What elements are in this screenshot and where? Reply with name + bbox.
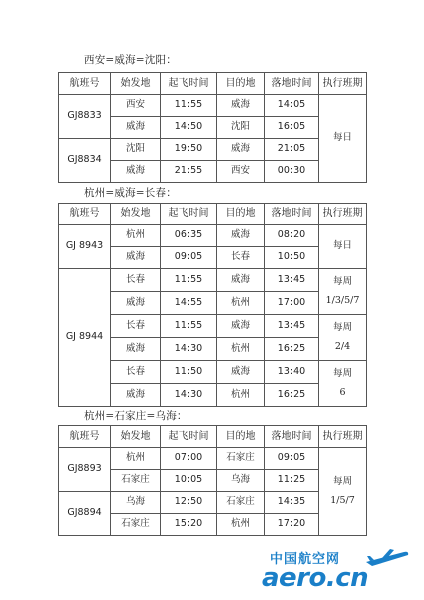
departure-cell: 11:55 (161, 315, 217, 338)
departure-cell: 11:50 (161, 361, 217, 384)
header-departure: 起飞时间 (161, 426, 217, 448)
schedule-days: 2/4 (334, 340, 351, 352)
aero-cn-logo (262, 548, 412, 594)
destination-cell: 沈阳 (217, 117, 265, 139)
arrival-cell: 17:00 (265, 292, 319, 315)
logo-english-text: aero.cn (262, 563, 369, 593)
schedule-table-hangzhou-shijiazhuang-wuhai (58, 425, 367, 536)
schedule-label: 每周 (332, 475, 352, 487)
header-origin: 始发地 (111, 204, 161, 225)
table-row (59, 269, 367, 292)
origin-cell: 长春 (111, 315, 161, 338)
schedule-days: 1/5/7 (330, 494, 355, 506)
departure-cell: 11:55 (161, 269, 217, 292)
flight-number: GJ 8943 (59, 225, 111, 269)
schedule-label: 每周 (332, 367, 352, 379)
arrival-cell: 14:35 (265, 492, 319, 514)
arrival-cell: 13:45 (265, 269, 319, 292)
destination-cell: 杭州 (217, 514, 265, 536)
schedule-days: 1/3/5/7 (325, 294, 360, 306)
arrival-cell: 13:45 (265, 315, 319, 338)
route-title-hangzhou-weihai-changchun: 杭州=威海=长春： (84, 187, 177, 199)
origin-cell: 威海 (111, 384, 161, 407)
departure-cell: 21:55 (161, 161, 217, 183)
arrival-cell: 17:20 (265, 514, 319, 536)
origin-cell: 威海 (111, 247, 161, 269)
destination-cell: 杭州 (217, 292, 265, 315)
header-schedule: 执行班期 (319, 426, 367, 448)
origin-cell: 石家庄 (111, 514, 161, 536)
schedule-label: 每周 (332, 321, 352, 333)
destination-cell: 西安 (217, 161, 265, 183)
origin-cell: 杭州 (111, 448, 161, 470)
schedule-table-hangzhou-weihai-changchun (58, 203, 367, 407)
departure-cell: 06:35 (161, 225, 217, 247)
header-arrival: 落地时间 (265, 204, 319, 225)
arrival-cell: 00:30 (265, 161, 319, 183)
origin-cell: 威海 (111, 117, 161, 139)
departure-cell: 15:20 (161, 514, 217, 536)
destination-cell: 威海 (217, 361, 265, 384)
departure-cell: 14:55 (161, 292, 217, 315)
table-row (59, 95, 367, 117)
header-flight-no: 航班号 (59, 204, 111, 225)
schedule-cell (319, 315, 367, 361)
arrival-cell: 09:05 (265, 448, 319, 470)
arrival-cell: 14:05 (265, 95, 319, 117)
flight-number: GJ8833 (59, 95, 111, 139)
route-title-xian-weihai-shenyang: 西安=威海=沈阳： (84, 54, 177, 66)
arrival-cell: 21:05 (265, 139, 319, 161)
departure-cell: 07:00 (161, 448, 217, 470)
schedule-table-xian-weihai-shenyang (58, 72, 367, 183)
origin-cell: 西安 (111, 95, 161, 117)
origin-cell: 威海 (111, 161, 161, 183)
header-departure: 起飞时间 (161, 73, 217, 95)
arrival-cell: 11:25 (265, 470, 319, 492)
arrival-cell: 10:50 (265, 247, 319, 269)
destination-cell: 威海 (217, 225, 265, 247)
departure-cell: 09:05 (161, 247, 217, 269)
arrival-cell: 08:20 (265, 225, 319, 247)
origin-cell: 威海 (111, 292, 161, 315)
schedule-cell (319, 448, 367, 536)
arrival-cell: 16:25 (265, 384, 319, 407)
origin-cell: 威海 (111, 338, 161, 361)
destination-cell: 杭州 (217, 338, 265, 361)
departure-cell: 19:50 (161, 139, 217, 161)
arrival-cell: 13:40 (265, 361, 319, 384)
origin-cell: 长春 (111, 269, 161, 292)
flight-number: GJ8893 (59, 448, 111, 492)
departure-cell: 14:30 (161, 384, 217, 407)
destination-cell: 乌海 (217, 470, 265, 492)
departure-cell: 14:50 (161, 117, 217, 139)
destination-cell: 长春 (217, 247, 265, 269)
header-origin: 始发地 (111, 73, 161, 95)
header-departure: 起飞时间 (161, 204, 217, 225)
header-schedule: 执行班期 (319, 73, 367, 95)
departure-cell: 12:50 (161, 492, 217, 514)
origin-cell: 石家庄 (111, 470, 161, 492)
schedule-cell: 每日 (319, 225, 367, 269)
logo-chinese-text: 中国航空网 (270, 552, 341, 567)
table-row (59, 225, 367, 247)
flight-number: GJ8834 (59, 139, 111, 183)
destination-cell: 威海 (217, 95, 265, 117)
header-arrival: 落地时间 (265, 426, 319, 448)
destination-cell: 威海 (217, 139, 265, 161)
departure-cell: 11:55 (161, 95, 217, 117)
origin-cell: 乌海 (111, 492, 161, 514)
schedule-cell (319, 361, 367, 407)
destination-cell: 石家庄 (217, 448, 265, 470)
departure-cell: 10:05 (161, 470, 217, 492)
schedule-label: 每周 (332, 275, 352, 287)
table-row (59, 448, 367, 470)
header-flight-no: 航班号 (59, 73, 111, 95)
arrival-cell: 16:05 (265, 117, 319, 139)
origin-cell: 长春 (111, 361, 161, 384)
header-flight-no: 航班号 (59, 426, 111, 448)
schedule-cell: 每日 (319, 95, 367, 183)
departure-cell: 14:30 (161, 338, 217, 361)
header-arrival: 落地时间 (265, 73, 319, 95)
schedule-cell (319, 269, 367, 315)
route-title-hangzhou-shijiazhuang-wuhai: 杭州=石家庄=乌海： (84, 410, 188, 422)
header-destination: 目的地 (217, 73, 265, 95)
origin-cell: 沈阳 (111, 139, 161, 161)
destination-cell: 杭州 (217, 384, 265, 407)
header-schedule: 执行班期 (319, 204, 367, 225)
header-destination: 目的地 (217, 426, 265, 448)
flight-number: GJ 8944 (59, 269, 111, 407)
airplane-icon (364, 548, 410, 570)
destination-cell: 石家庄 (217, 492, 265, 514)
origin-cell: 杭州 (111, 225, 161, 247)
header-destination: 目的地 (217, 204, 265, 225)
flight-number: GJ8894 (59, 492, 111, 536)
destination-cell: 威海 (217, 315, 265, 338)
destination-cell: 威海 (217, 269, 265, 292)
header-origin: 始发地 (111, 426, 161, 448)
schedule-days: 6 (339, 386, 346, 398)
arrival-cell: 16:25 (265, 338, 319, 361)
